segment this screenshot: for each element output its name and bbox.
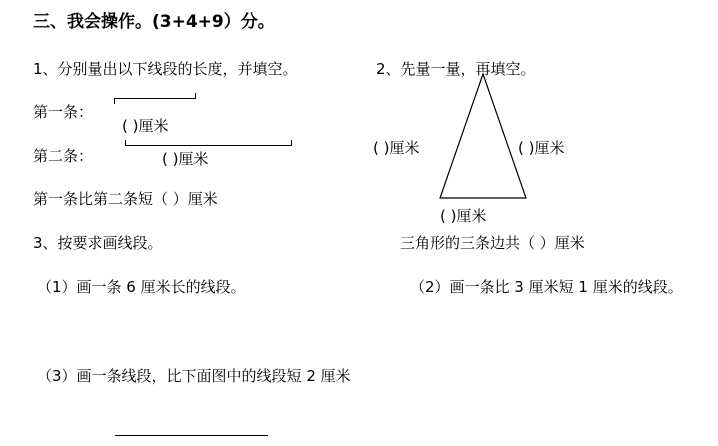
line2-answer-blank: ( )厘米 [162, 150, 209, 168]
triangle-perimeter-sentence: 三角形的三条边共（ ）厘米 [400, 234, 585, 252]
triangle-left-side-blank: ( )厘米 [373, 139, 420, 157]
q3-item-3: （3）画一条线段，比下面图中的线段短 2 厘米 [37, 367, 351, 385]
line2-label: 第二条： [33, 147, 94, 165]
triangle-right-side-blank: ( )厘米 [518, 139, 565, 157]
line2-start-tick [125, 140, 126, 145]
q3-prompt: 3、按要求画线段。 [33, 234, 163, 252]
section-title: 三、我会操作。(3+4+9）分。 [33, 12, 275, 32]
reference-segment [115, 435, 268, 436]
q1-prompt: 1、分别量出以下线段的长度，并填空。 [33, 60, 298, 78]
line1-answer-blank: ( )厘米 [122, 117, 169, 135]
line1-label: 第一条： [33, 103, 94, 121]
triangle-figure [438, 72, 528, 200]
line2-end-tick [291, 140, 292, 145]
q3-item-1: （1）画一条 6 厘米长的线段。 [37, 278, 246, 296]
line1-start-tick [114, 98, 115, 104]
q1-compare-sentence: 第一条比第二条短（ ）厘米 [33, 190, 218, 208]
triangle-shape [440, 74, 526, 198]
line1-segment [114, 98, 196, 99]
line1-end-tick [195, 93, 196, 98]
line2-segment [125, 145, 292, 146]
q3-item-2: （2）画一条比 3 厘米短 1 厘米的线段。 [410, 278, 683, 296]
triangle-bottom-side-blank: ( )厘米 [440, 207, 487, 225]
q2-prompt: 2、先量一量，再填空。 [376, 60, 536, 78]
